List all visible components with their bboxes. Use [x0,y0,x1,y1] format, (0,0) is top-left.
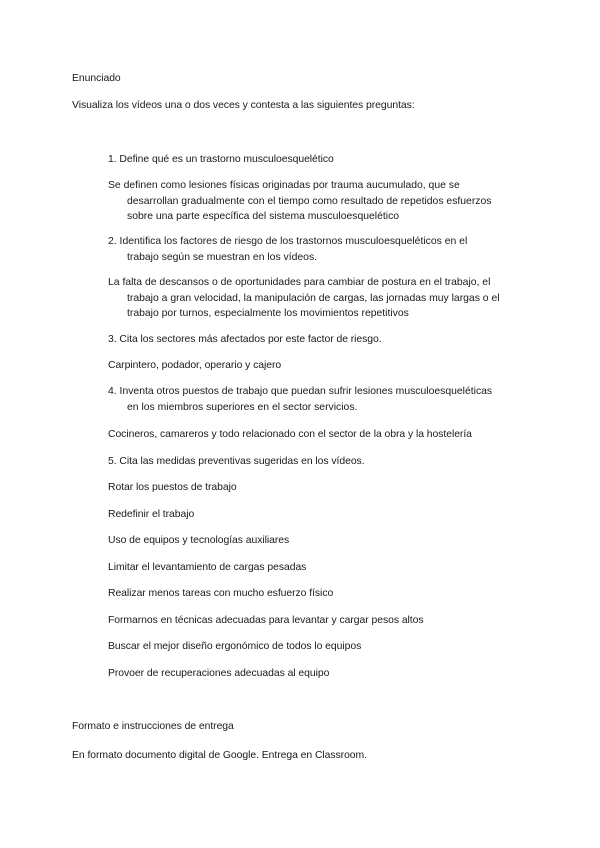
answer-2-line-3: trabajo por turnos, especialmente los movimientos repetitivos [127,308,409,319]
answer-5-item-8: Provoer de recuperaciones adecuadas al equipo [108,668,330,679]
question-2-line-2: trabajo según se muestran en los vídeos. [127,251,318,263]
answer-1-line-1: Se definen como lesiones físicas originadas por trauma aucumulado, que se [108,180,460,191]
delivery-text: En formato documento digital de Google. Entrega en Classroom. [72,750,367,761]
answer-2-line-1: La falta de descansos o de oportunidades para cambiar de postura en el trabajo, el [108,277,491,288]
answer-5-item-5: Realizar menos tareas con mucho esfuerzo físico [108,588,334,599]
question-3: 3. Cita los sectores más afectados por este factor de riesgo. [108,334,382,345]
answer-2 [108,275,500,322]
delivery-heading: Formato e instrucciones de entrega [72,721,234,732]
answer-5-item-2: Redefinir el trabajo [108,509,195,520]
question-4-line-2: en los miembros superiores en el sector servicios. [127,401,358,413]
answer-5-item-6: Formarnos en técnicas adecuadas para levantar y cargar pesos altos [108,615,424,626]
question-4 [108,384,492,415]
answer-4: Cocineros, camareros y todo relacionado con el sector de la obra y la hostelería [108,429,472,440]
answer-5-item-1: Rotar los puestos de trabajo [108,482,237,493]
answer-1 [108,178,491,225]
question-2-line-1: 2. Identifica los factores de riesgo de los trastornos musculoesqueléticos en el [108,236,468,247]
answer-5-item-7: Buscar el mejor diseño ergonómico de todos lo equipos [108,641,362,652]
statement-heading: Enunciado [72,73,121,84]
question-4-line-1: 4. Inventa otros puestos de trabajo que puedan sufrir lesiones musculoesqueléticas [108,386,493,397]
answer-2-line-2: trabajo a gran velocidad, la manipulación de cargas, las jornadas muy largas o el [127,292,500,304]
answer-5-item-4: Limitar el levantamiento de cargas pesadas [108,562,307,573]
answer-1-line-2: desarrollan gradualmente con el tiempo como resultado de repetidos esfuerzos [127,195,492,207]
answer-3: Carpintero, podador, operario y cajero [108,360,282,371]
question-2 [108,234,467,265]
question-1: 1. Define qué es un trastorno musculoesquelético [108,154,334,165]
answer-5-item-3: Uso de equipos y tecnologías auxiliares [108,535,290,546]
statement-intro: Visualiza los vídeos una o dos veces y contesta a las siguientes preguntas: [72,100,415,111]
question-5: 5. Cita las medidas preventivas sugeridas en los vídeos. [108,456,365,467]
answer-1-line-3: sobre una parte específica del sistema musculoesquelético [127,211,400,222]
